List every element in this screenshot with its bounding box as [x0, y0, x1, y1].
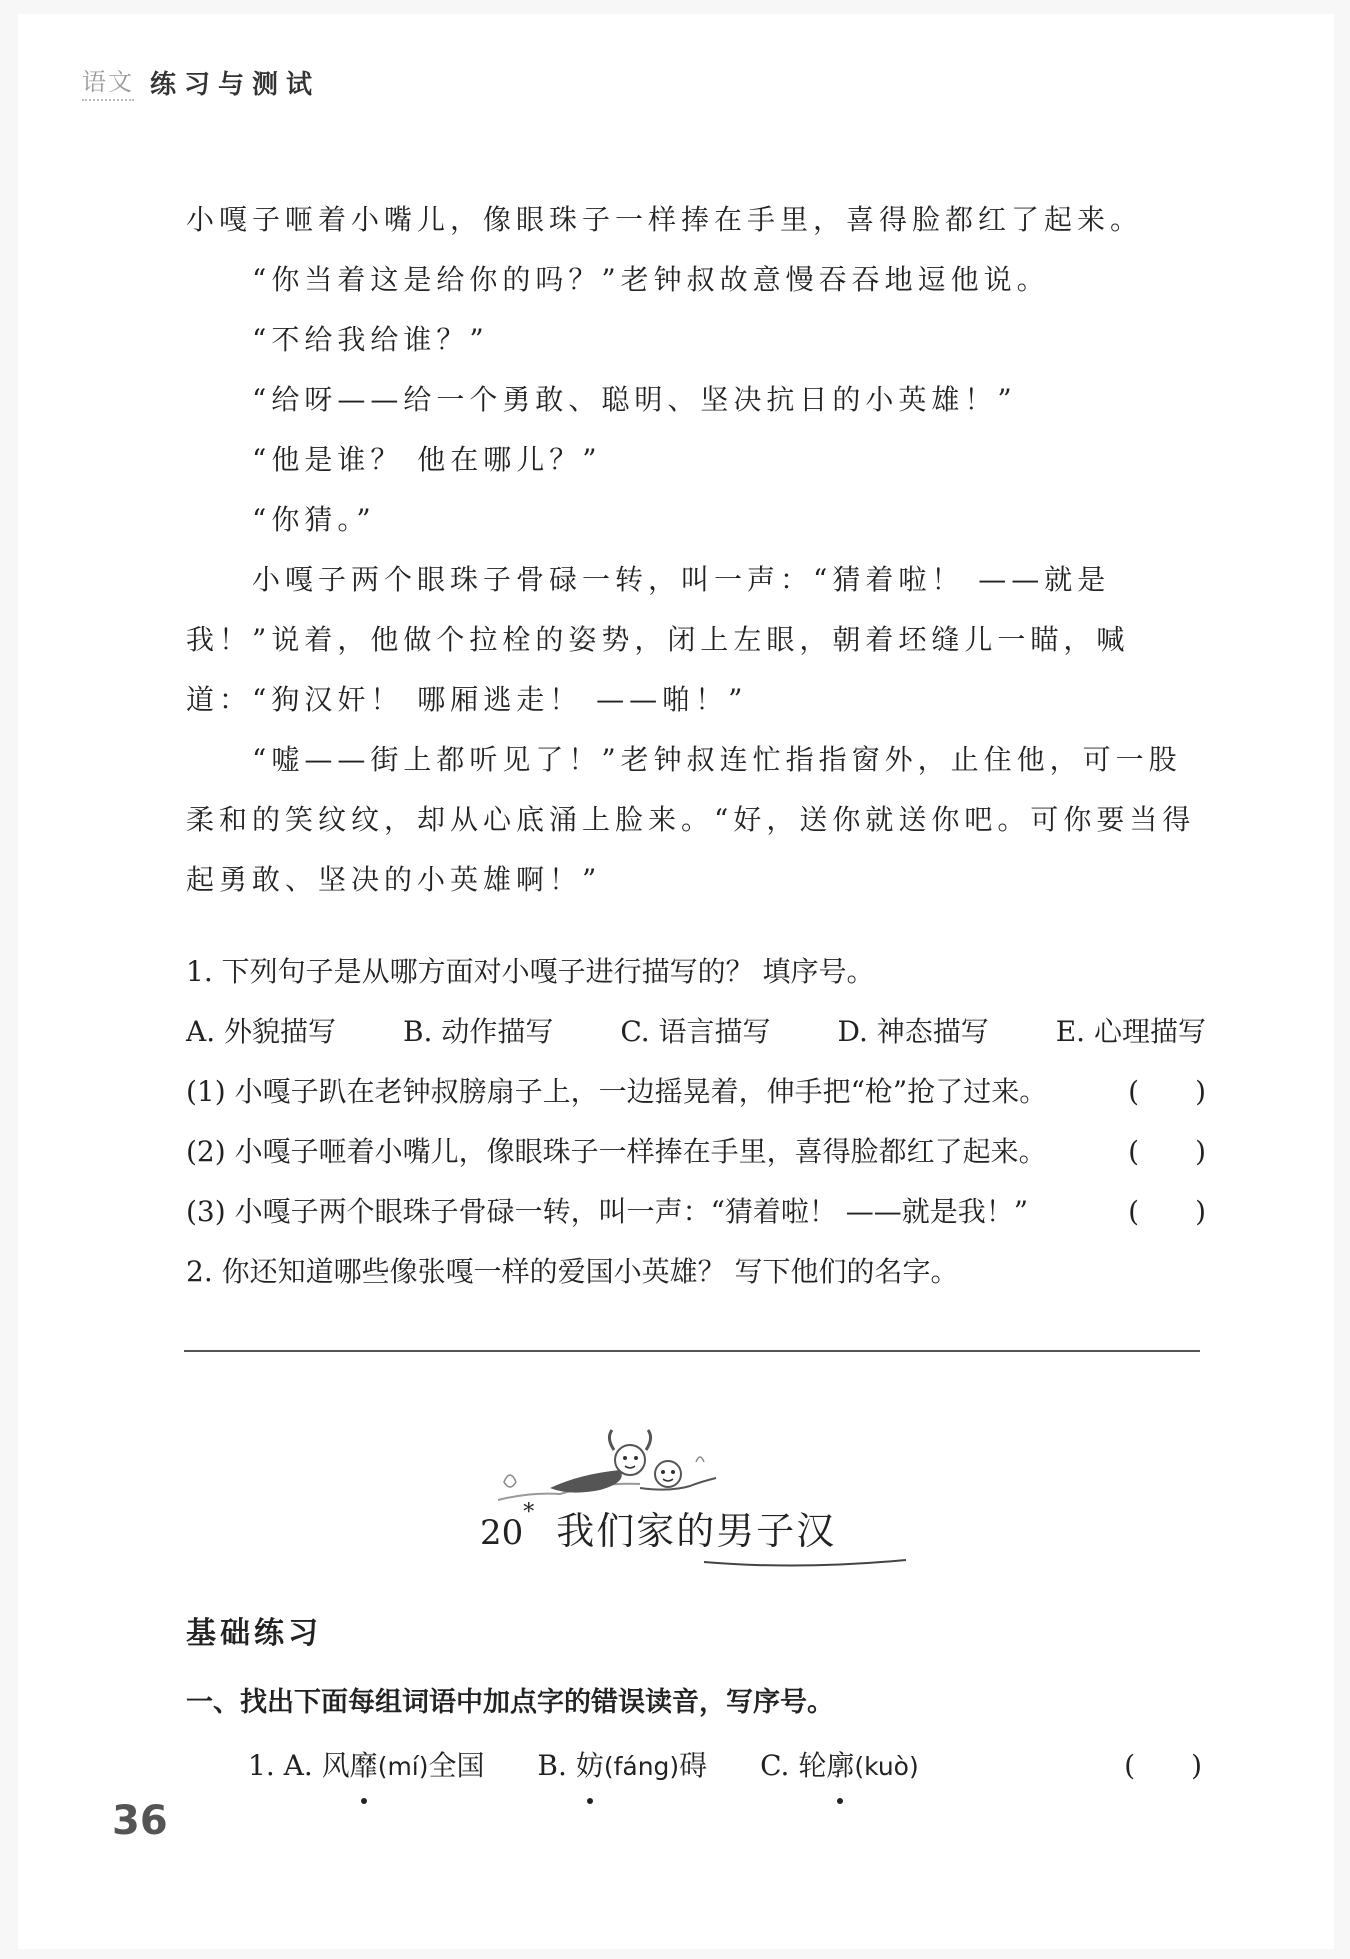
option-c-word: 轮廓(kuò) [798, 1749, 918, 1782]
dotted-char: 廓 [826, 1736, 854, 1796]
option-c: C. 语言描写 [620, 1015, 771, 1048]
option-b: B. 动作描写 [402, 1015, 554, 1048]
question-1: 1. 下列句子是从哪方面对小嘎子进行描写的？ 填序号。 [186, 955, 875, 988]
option-c-label: C. [760, 1749, 790, 1782]
task-heading: 一、找出下面每组词语中加点字的错误读音，写序号。 [186, 1687, 834, 1718]
story-paragraph: “给呀——给一个勇敢、聪明、坚决抗日的小英雄！” [252, 383, 1017, 416]
sub-question-text: (3) 小嘎子两个眼珠子骨碌一转，叫一声：“猜着啦！ ——就是我！” [186, 1195, 1029, 1228]
answer-blank[interactable]: ( ) [1128, 1195, 1206, 1228]
option-d: D. 神态描写 [837, 1015, 989, 1048]
pinyin: (fáng) [603, 1752, 680, 1781]
section-heading: 基础练习 [186, 1616, 322, 1651]
dotted-char: 妨 [576, 1736, 604, 1796]
sub-question-text: (1) 小嘎子趴在老钟叔膀扇子上，一边摇晃着，伸手把“枪”抢了过来。 [186, 1075, 1048, 1108]
dotted-char: 靡 [350, 1736, 378, 1796]
option-a-label: A. [283, 1749, 313, 1782]
item-number: 1. [248, 1749, 275, 1782]
option-a: A. 外貌描写 [186, 1015, 337, 1048]
story-paragraph: “嘘——街上都听见了！”老钟叔连忙指指窗外，止住他，可一股柔和的笑纹纹，却从心底涌上脸来。“好，送你就送你吧。可你要当得起勇敢、坚决的小英雄啊！” [186, 743, 1196, 896]
option-b-label: B. [537, 1749, 567, 1782]
answer-blank[interactable]: ( ) [1124, 1749, 1202, 1782]
answer-write-line[interactable] [184, 1350, 1200, 1352]
sub-question [186, 1062, 1206, 1122]
story-paragraph: 小嘎子两个眼珠子骨碌一转，叫一声：“猜着啦！ ——就是我！”说着，他做个拉栓的姿势，闭上左眼，朝着坯缝儿一瞄，喊道：“狗汉奸！ 哪厢逃走！ ——啪！” [186, 563, 1130, 716]
page-number: 36 [112, 1798, 168, 1844]
story-paragraph: “不给我给谁？” [252, 323, 489, 356]
sub-question-text: (2) 小嘎子咂着小嘴儿，像眼珠子一样捧在手里，喜得脸都红了起来。 [186, 1135, 1047, 1168]
answer-blank[interactable]: ( ) [1128, 1135, 1206, 1168]
story-paragraph: “他是谁？ 他在哪儿？” [252, 443, 602, 476]
lesson-title [480, 1500, 836, 1555]
page-header [82, 62, 320, 101]
answer-blank[interactable]: ( ) [1128, 1075, 1206, 1108]
story-paragraph: 小嘎子咂着小嘴儿，像眼珠子一样捧在手里，喜得脸都红了起来。 [186, 203, 1144, 236]
story-passage [186, 190, 1206, 910]
lesson-star: * [523, 1500, 537, 1525]
sub-question [186, 1122, 1206, 1182]
story-paragraph: “你当着这是给你的吗？”老钟叔故意慢吞吞地逗他说。 [252, 263, 1050, 296]
header-subject: 语文 [82, 62, 134, 101]
options-row [186, 1002, 1206, 1062]
lesson-title-text: 我们家的男子汉 [556, 1509, 837, 1553]
sub-question [186, 1182, 1206, 1242]
option-e: E. 心理描写 [1055, 1015, 1206, 1048]
header-series: 练习与测试 [150, 70, 321, 100]
title-underline-swash-icon [700, 1556, 910, 1570]
lesson-number: 20 [480, 1513, 524, 1553]
option-a-word: 风靡(mí)全国 [322, 1749, 485, 1782]
story-paragraph: “你猜。” [252, 503, 376, 536]
option-b-word: 妨(fáng)碍 [576, 1749, 707, 1782]
exercise-item-1 [248, 1736, 1202, 1797]
pinyin: (kuò) [854, 1752, 919, 1781]
question-2: 2. 你还知道哪些像张嘎一样的爱国小英雄？ 写下他们的名字。 [186, 1255, 959, 1288]
pinyin: (mí) [377, 1752, 429, 1781]
questions-block [186, 942, 1206, 1302]
